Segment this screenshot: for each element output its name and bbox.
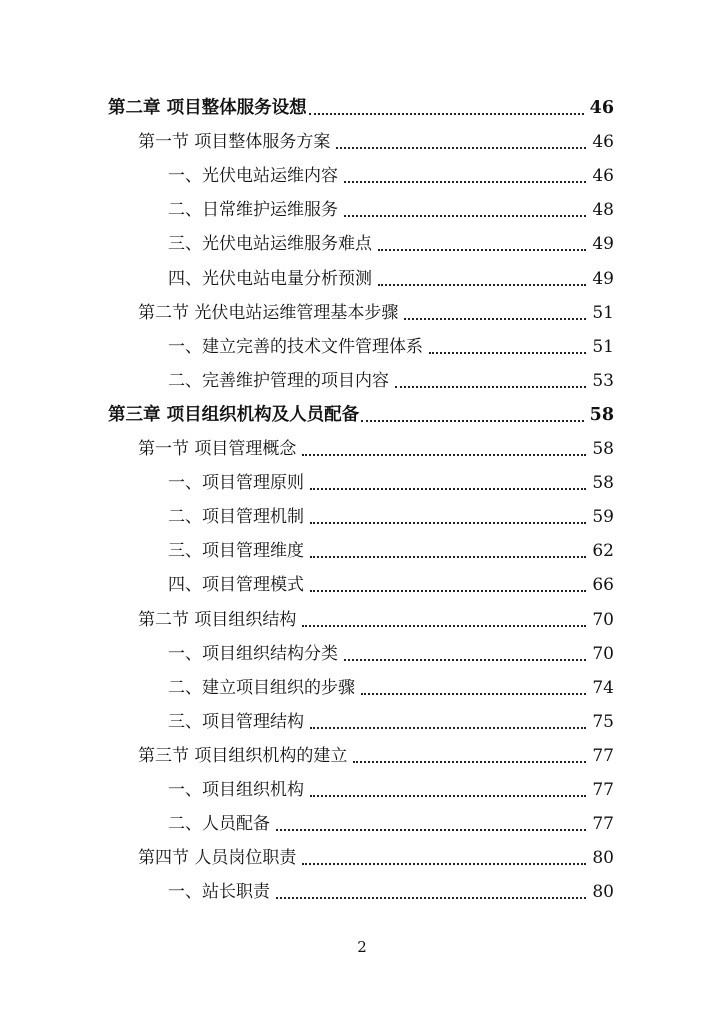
toc-entry-label: 一、项目组织机构 bbox=[168, 780, 304, 800]
toc-dot-leader bbox=[276, 817, 586, 831]
toc-chapter-entry[interactable] bbox=[108, 94, 614, 122]
toc-entry-label: 一、建立完善的技术文件管理体系 bbox=[168, 336, 423, 357]
toc-entry-page-number: 46 bbox=[589, 98, 614, 118]
toc-dot-leader bbox=[302, 613, 586, 627]
toc-dot-leader bbox=[310, 783, 586, 797]
toc-dot-leader bbox=[310, 476, 586, 490]
toc-entry-page-number: 66 bbox=[592, 575, 614, 596]
toc-entry-label: 三、项目管理维度 bbox=[168, 541, 304, 562]
toc-dot-leader bbox=[361, 681, 586, 695]
toc-entry-page-number: 59 bbox=[592, 507, 614, 528]
toc-dot-leader bbox=[310, 544, 586, 558]
toc-entry-label: 第二节 项目组织结构 bbox=[138, 609, 297, 630]
toc-entry-page-number: 80 bbox=[592, 882, 614, 903]
toc-entry-label: 三、光伏电站运维服务难点 bbox=[168, 234, 372, 255]
toc-subsection-entry[interactable] bbox=[168, 367, 614, 395]
toc-entry-page-number: 58 bbox=[592, 439, 614, 459]
toc-subsection-entry[interactable] bbox=[168, 878, 614, 906]
toc-dot-leader bbox=[310, 510, 586, 524]
toc-dot-leader bbox=[361, 408, 584, 422]
toc-entry-label: 二、人员配备 bbox=[168, 814, 270, 835]
toc-dot-leader bbox=[310, 578, 586, 592]
toc-entry-page-number: 51 bbox=[592, 302, 614, 323]
toc-section-entry[interactable] bbox=[138, 128, 614, 156]
toc-dot-leader bbox=[395, 374, 586, 388]
toc-entry-label: 一、项目管理原则 bbox=[168, 473, 304, 494]
toc-dot-leader bbox=[344, 203, 586, 217]
toc-entry-label: 第二节 光伏电站运维管理基本步骤 bbox=[138, 302, 399, 323]
toc-dot-leader bbox=[302, 442, 586, 456]
toc-entry-page-number: 48 bbox=[592, 200, 614, 221]
toc-entry-label: 第四节 人员岗位职责 bbox=[138, 848, 297, 869]
toc-entry-page-number: 75 bbox=[592, 711, 614, 732]
toc-entry-page-number: 77 bbox=[592, 780, 614, 800]
toc-entry-page-number: 49 bbox=[592, 268, 614, 289]
toc-entry-page-number: 53 bbox=[592, 370, 614, 391]
toc-dot-leader bbox=[378, 272, 586, 286]
toc-entry-label: 一、光伏电站运维内容 bbox=[168, 166, 338, 187]
toc-entry-label: 二、项目管理机制 bbox=[168, 507, 304, 528]
toc-dot-leader bbox=[378, 237, 586, 251]
toc-entry-label: 第一节 项目整体服务方案 bbox=[138, 132, 331, 153]
toc-entry-page-number: 77 bbox=[592, 745, 614, 766]
page-number: 2 bbox=[357, 938, 367, 956]
toc-entry-page-number: 58 bbox=[589, 404, 614, 425]
toc-entry-page-number: 51 bbox=[592, 336, 614, 357]
toc-subsection-entry[interactable] bbox=[168, 810, 614, 838]
toc-entry-page-number: 70 bbox=[592, 609, 614, 630]
toc-section-entry[interactable] bbox=[138, 299, 614, 327]
toc-dot-leader bbox=[353, 749, 586, 763]
toc-entry-label: 三、项目管理结构 bbox=[168, 711, 304, 732]
toc-entry-label: 一、项目组织结构分类 bbox=[168, 643, 338, 664]
toc-subsection-entry[interactable] bbox=[168, 571, 614, 599]
toc-subsection-entry[interactable] bbox=[168, 674, 614, 702]
toc-subsection-entry[interactable] bbox=[168, 230, 614, 258]
toc-entry-page-number: 46 bbox=[592, 166, 614, 187]
toc-chapter-entry[interactable] bbox=[108, 401, 614, 429]
toc-entry-label: 二、完善维护管理的项目内容 bbox=[168, 370, 389, 391]
toc-section-entry[interactable] bbox=[138, 606, 614, 634]
toc-subsection-entry[interactable] bbox=[168, 162, 614, 190]
toc-entry-label: 第三章 项目组织机构及人员配备 bbox=[108, 404, 360, 425]
toc-section-entry[interactable] bbox=[138, 742, 614, 770]
toc-subsection-entry[interactable] bbox=[168, 469, 614, 497]
toc-subsection-entry[interactable] bbox=[168, 333, 614, 361]
toc-dot-leader bbox=[276, 885, 586, 899]
toc-entry-label: 四、光伏电站电量分析预测 bbox=[168, 268, 372, 289]
toc-entry-label: 一、站长职责 bbox=[168, 882, 270, 903]
toc-subsection-entry[interactable] bbox=[168, 503, 614, 531]
toc-subsection-entry[interactable] bbox=[168, 776, 614, 804]
toc-entry-page-number: 62 bbox=[592, 541, 614, 562]
toc-entry-label: 第一节 项目管理概念 bbox=[138, 439, 297, 459]
toc-section-entry[interactable] bbox=[138, 435, 614, 463]
toc-dot-leader bbox=[302, 851, 586, 865]
toc-dot-leader bbox=[404, 306, 586, 320]
toc-entry-page-number: 70 bbox=[592, 643, 614, 664]
toc-dot-leader bbox=[310, 715, 586, 729]
toc-entry-label: 二、建立项目组织的步骤 bbox=[168, 677, 355, 698]
toc-entry-label: 第二章 项目整体服务设想 bbox=[108, 98, 307, 118]
toc-entry-page-number: 49 bbox=[592, 234, 614, 255]
toc-entry-page-number: 80 bbox=[592, 848, 614, 869]
toc-entry-page-number: 46 bbox=[592, 132, 614, 153]
toc-dot-leader bbox=[336, 135, 586, 149]
toc-section-entry[interactable] bbox=[138, 844, 614, 872]
toc-dot-leader bbox=[429, 340, 586, 354]
toc-entry-page-number: 74 bbox=[592, 677, 614, 698]
toc-subsection-entry[interactable] bbox=[168, 640, 614, 668]
toc-entry-page-number: 77 bbox=[592, 814, 614, 835]
toc-dot-leader bbox=[344, 169, 586, 183]
toc-entry-page-number: 58 bbox=[592, 473, 614, 494]
toc-entry-label: 四、项目管理模式 bbox=[168, 575, 304, 596]
toc-subsection-entry[interactable] bbox=[168, 708, 614, 736]
toc-dot-leader bbox=[309, 101, 584, 115]
toc-entry-label: 二、日常维护运维服务 bbox=[168, 200, 338, 221]
toc-subsection-entry[interactable] bbox=[168, 265, 614, 293]
toc-subsection-entry[interactable] bbox=[168, 196, 614, 224]
toc-dot-leader bbox=[344, 647, 586, 661]
toc-subsection-entry[interactable] bbox=[168, 537, 614, 565]
toc-entry-label: 第三节 项目组织机构的建立 bbox=[138, 745, 348, 766]
